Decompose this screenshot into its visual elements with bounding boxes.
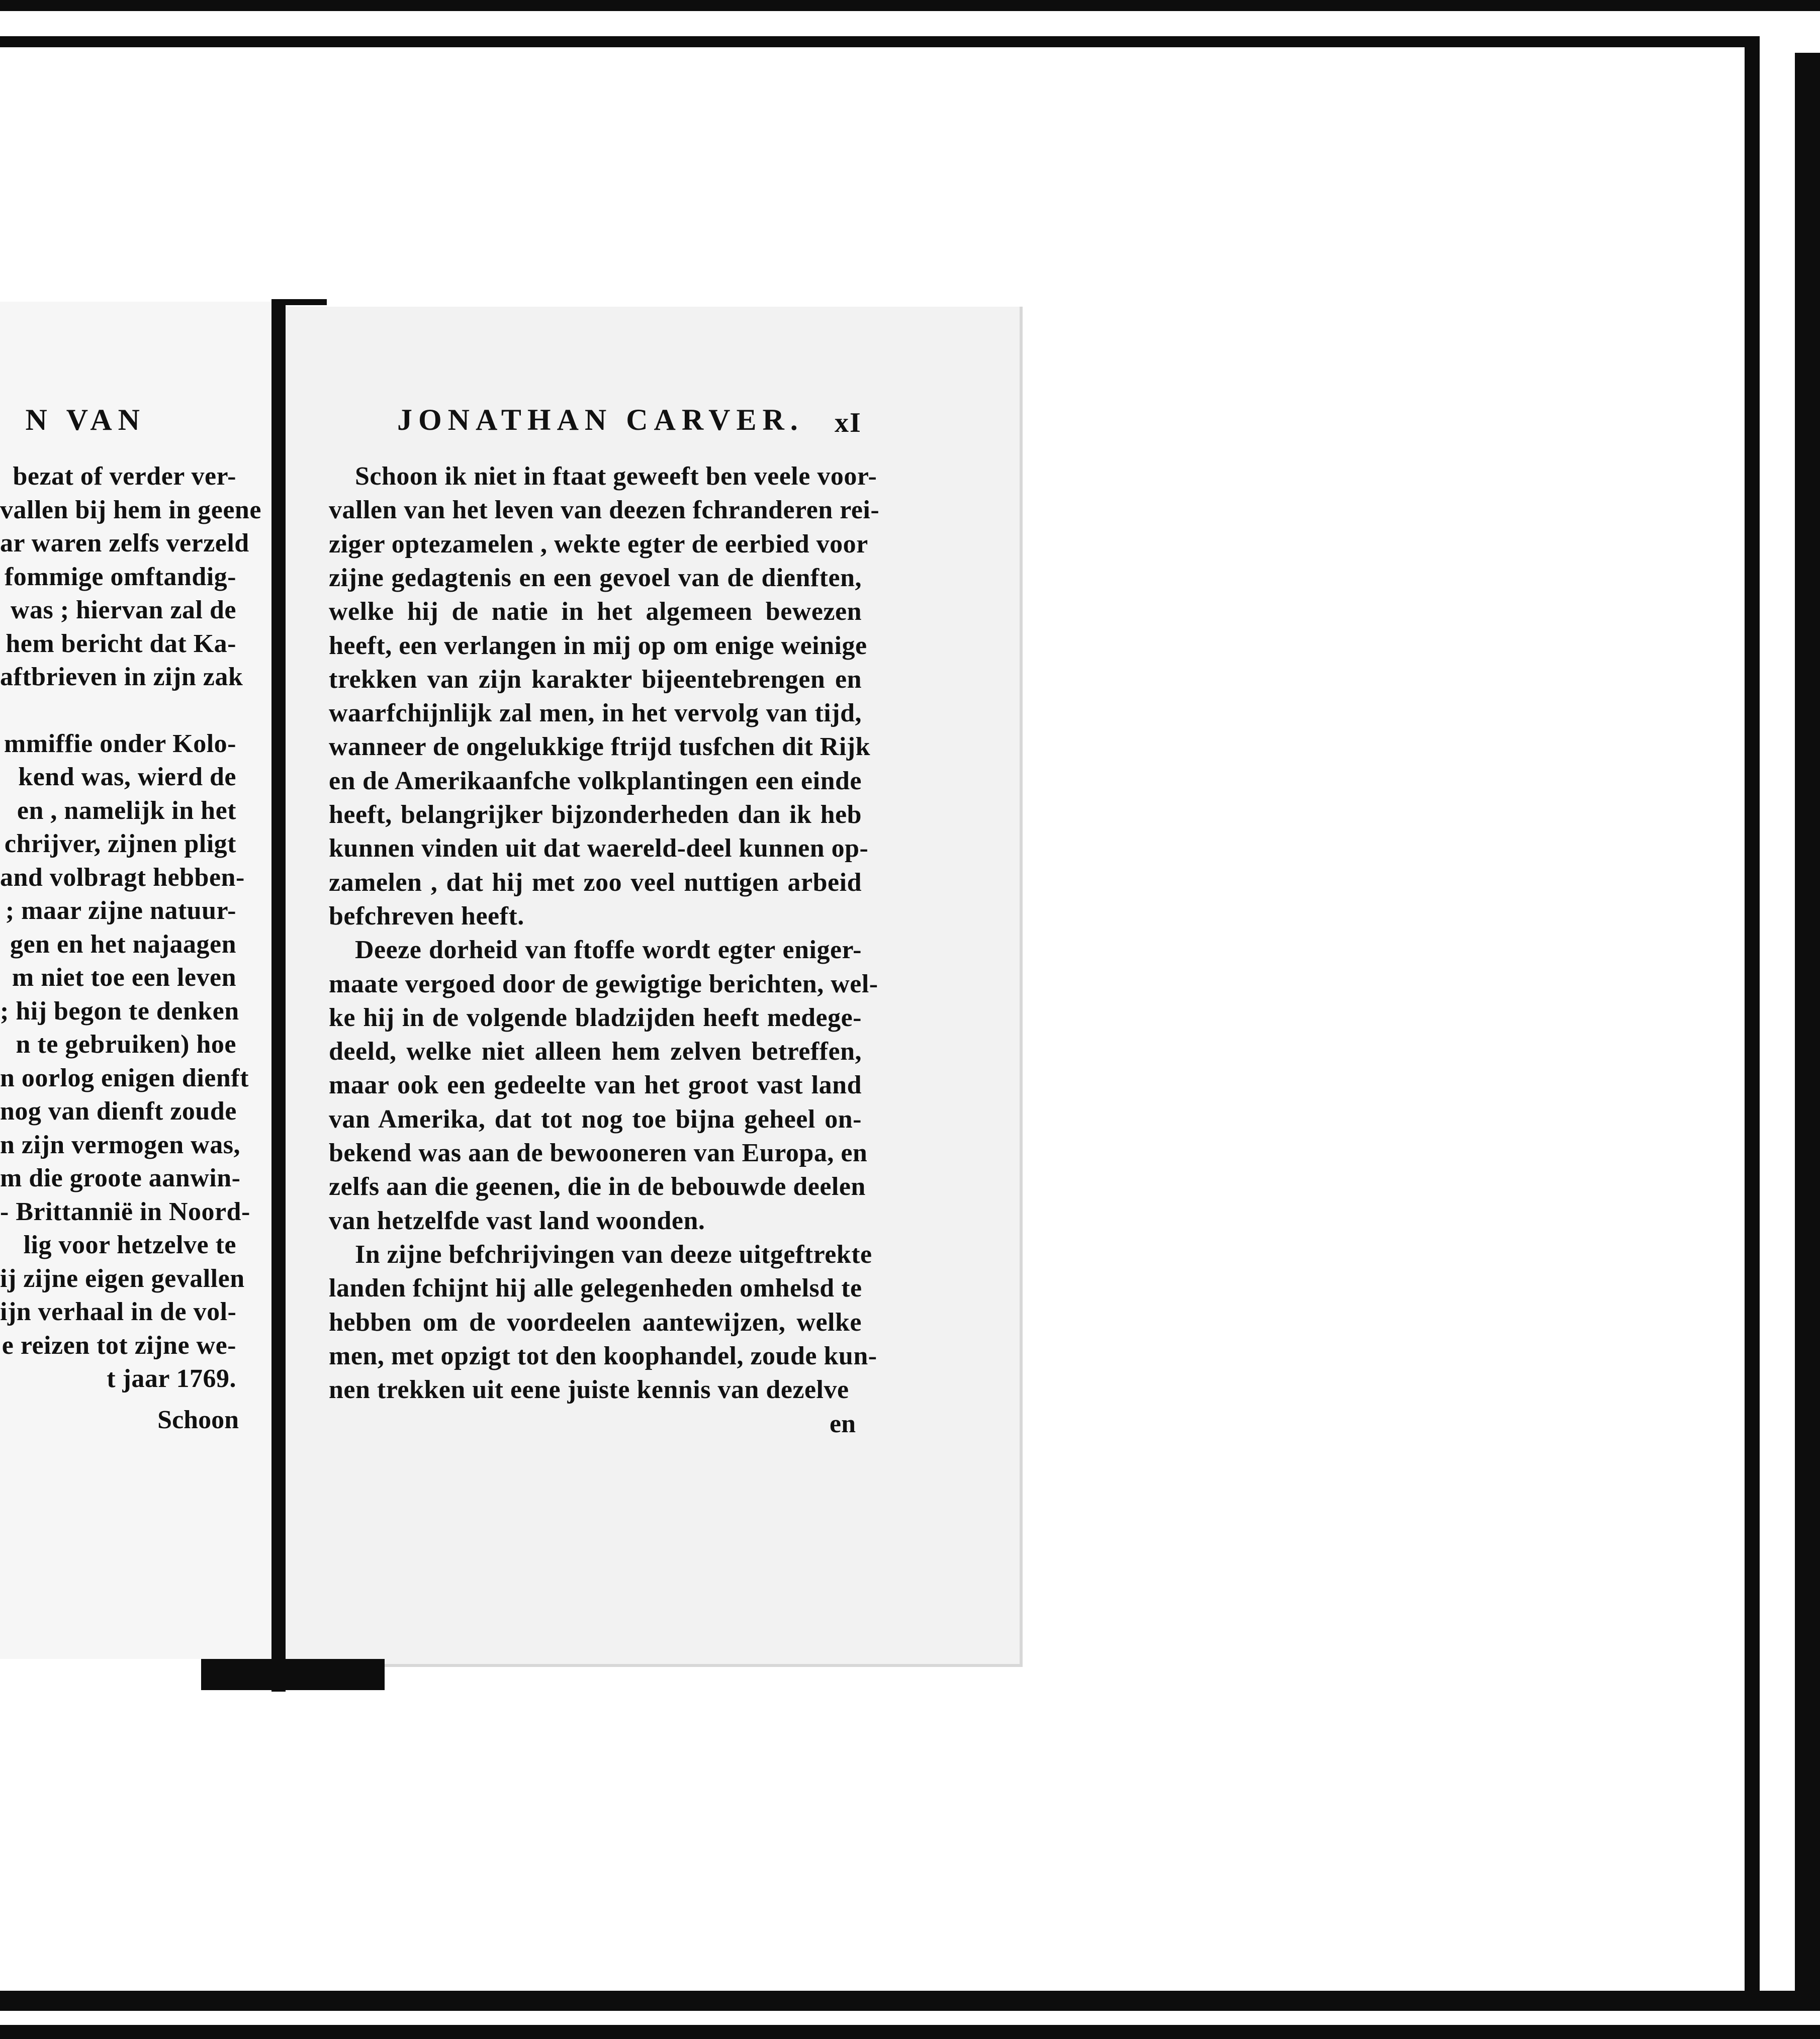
right-text-line: zijne gedagtenis en een gevoel van de dienften,	[329, 563, 862, 592]
left-text-line: fommige omftandig-	[4, 562, 236, 591]
right-catchword: en	[830, 1410, 856, 1438]
left-text-line: chrijver, zijnen pligt	[4, 829, 236, 858]
left-text-line: hem bericht dat Ka-	[6, 629, 236, 658]
scan-frame-bottom-outer	[0, 2025, 1820, 2039]
right-text-line: trekken van zijn karakter bijeentebrengen en	[329, 665, 862, 694]
scan-frame-top	[0, 0, 1820, 11]
left-text-line: ; maar zijne natuur-	[5, 896, 236, 925]
scan-frame-bottom	[0, 1991, 1820, 2011]
left-text-line: e reizen tot zijne we-	[2, 1331, 236, 1360]
left-text-line: was ; hiervan zal de	[10, 596, 236, 624]
left-catchword: Schoon	[157, 1406, 239, 1434]
left-text-line: n oorlog enigen dienft	[0, 1063, 249, 1092]
right-text-line: maate vergoed door de gewigtige berichten, wel-	[329, 969, 878, 998]
left-text-line: m niet toe een leven	[12, 963, 236, 992]
right-text-line: deeld, welke niet alleen hem zelven betreffen,	[329, 1037, 862, 1066]
left-text-line: aftbrieven in zijn zak	[0, 663, 243, 691]
right-text-line: heeft, belangrijker bijzonderheden dan ik heb	[329, 800, 862, 829]
scan-frame-right	[1745, 36, 1760, 1997]
scan-frame-right-outer	[1795, 53, 1820, 1993]
right-text-line: befchreven heeft.	[329, 901, 524, 931]
scan-frame-line	[0, 36, 1745, 47]
right-text-line: welke hij de natie in het algemeen bewezen	[329, 597, 862, 626]
left-text-line: and volbragt hebben-	[0, 863, 245, 892]
page-clamp-bar	[201, 1659, 385, 1690]
right-text-line: wanneer de ongelukkige ftrijd tusfchen dit Rijk	[329, 732, 871, 762]
right-text-line: maar ook een gedeelte van het groot vast land	[329, 1071, 862, 1100]
left-text-line: ar waren zelfs verzeld	[0, 529, 249, 558]
right-text-line: en de Amerikaanfche volkplantingen een einde	[329, 766, 862, 795]
right-text-line: waarfchijnlijk zal men, in het vervolg van tijd,	[329, 699, 862, 728]
right-page-header: JONATHAN CARVER.	[397, 403, 804, 436]
left-text-line: gen en het najaagen	[10, 930, 236, 959]
left-text-line: ijn verhaal in de vol-	[0, 1297, 237, 1326]
page-number: xI	[835, 407, 862, 438]
left-text-line: vallen bij hem in geene	[0, 495, 261, 524]
right-text-line: hebben om de voordeelen aantewijzen, welke	[329, 1308, 862, 1337]
right-text-line: ke hij in de volgende bladzijden heeft medege-	[329, 1003, 862, 1032]
right-text-line: In zijne befchrijvingen van deeze uitgeftrekte	[355, 1240, 872, 1269]
left-text-line: n zijn vermogen was,	[0, 1130, 240, 1159]
left-text-line: nog van dienft zoude	[0, 1097, 237, 1126]
right-text-line: Deeze dorheid van ftoffe wordt egter eniger-	[355, 936, 862, 965]
right-text-line: zamelen , dat hij met zoo veel nuttigen arbeid	[329, 868, 862, 897]
left-text-line: en , namelijk in het	[17, 796, 236, 825]
right-text-line: kunnen vinden uit dat waereld-deel kunnen op-	[329, 834, 869, 863]
left-text-line: n te gebruiken) hoe	[16, 1030, 236, 1059]
left-text-line: mmiffie onder Kolo-	[4, 729, 236, 758]
right-text-line: heeft, een verlangen in mij op om enige weinige	[329, 631, 867, 660]
left-page-header: N VAN	[25, 403, 146, 436]
right-text-line: nen trekken uit eene juiste kennis van dezelve	[329, 1375, 849, 1405]
book-spine	[271, 299, 286, 1692]
left-text-line: ij zijne eigen gevallen	[0, 1264, 245, 1293]
left-text-line: lig voor hetzelve te	[23, 1231, 236, 1259]
right-text-line: vallen van het leven van deezen fchranderen rei-	[329, 496, 880, 525]
left-text-line: bezat of verder ver-	[13, 462, 236, 491]
right-text-line: zelfs aan die geenen, die in de bebouwde deelen	[329, 1172, 866, 1201]
right-text-line: bekend was aan de bewooneren van Europa, en	[329, 1139, 868, 1167]
left-text-line: kend was, wierd de	[18, 763, 236, 791]
spine-cap	[271, 299, 327, 305]
right-text-line: men, met opzigt tot den koophandel, zoude kun-	[329, 1341, 877, 1370]
left-text-line: ; hij begon te denken	[0, 996, 239, 1026]
right-text-line: Schoon ik niet in ftaat geweeft ben veele voor-	[355, 462, 877, 491]
left-text-line: m die groote aanwin-	[0, 1164, 241, 1192]
left-text-line: - Brittannië in Noord-	[0, 1197, 250, 1226]
right-text-line: van hetzelfde vast land woonden.	[329, 1206, 705, 1235]
left-text-line: t jaar 1769.	[107, 1364, 236, 1393]
right-text-line: ziger optezamelen , wekte egter de eerbied voor	[329, 529, 868, 559]
right-text-line: landen fchijnt hij alle gelegenheden omhelsd te	[329, 1274, 862, 1303]
scan-frame-gap	[0, 11, 1820, 36]
right-text-line: van Amerika, dat tot nog toe bijna geheel on-	[329, 1104, 862, 1134]
